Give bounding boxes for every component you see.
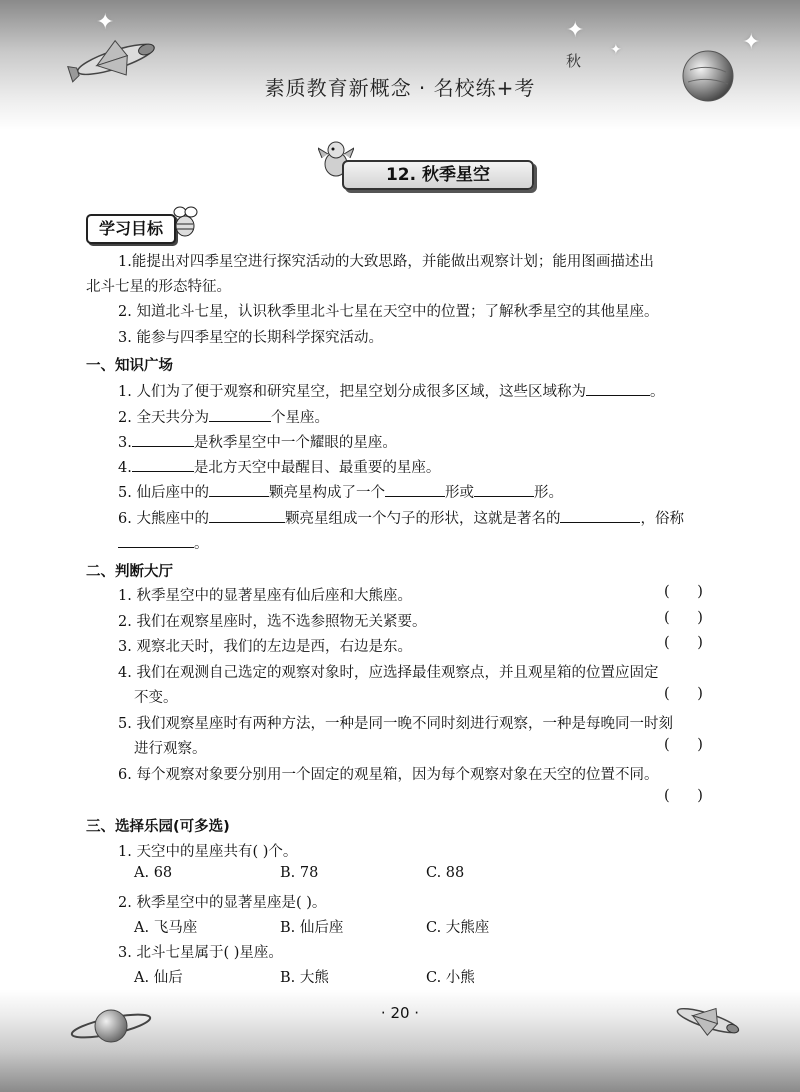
answer-paren[interactable]: ( ) — [664, 584, 703, 600]
question-text: 是北方天空中最醒目、最重要的星座。 — [193, 460, 441, 476]
choice-option[interactable]: A. 飞马座 — [134, 920, 198, 936]
question-text: 个星座。 — [270, 410, 329, 426]
header-title: 素质教育新概念 · 名校练+考 — [264, 76, 536, 100]
saturn-icon — [66, 1000, 156, 1050]
choice-question: 1. 天空中的星座共有( )个。 — [118, 844, 298, 860]
question-text: 1. 人们为了便于观察和研究星空，把星空划分成很多区域，这些区域称为 — [118, 384, 586, 400]
answer-blank[interactable] — [385, 482, 445, 497]
choice-option[interactable]: B. 仙后座 — [280, 920, 344, 936]
space-shuttle-icon — [668, 996, 744, 1044]
question-text: 3. — [118, 435, 132, 451]
goal-line: 北斗七星的形态特征。 — [86, 279, 231, 295]
fill-question — [118, 507, 684, 528]
choice-question: 2. 秋季星空中的显著星座是( )。 — [118, 895, 327, 911]
question-text: 。 — [194, 536, 209, 552]
goal-line: 2. 知道北斗七星，认识秋季里北斗七星在天空中的位置；了解秋季星空的其他星座。 — [118, 304, 659, 320]
question-text: 。 — [649, 384, 665, 400]
judge-question: 3. 观察北天时，我们的左边是西，右边是东。 — [118, 639, 412, 655]
question-text: 是秋季星空中一个耀眼的星座。 — [193, 435, 397, 451]
question-text: 5. 仙后座中的 — [118, 485, 209, 501]
judge-question: 2. 我们在观察星座时，选不选参照物无关紧要。 — [118, 614, 427, 630]
question-text: 2. 全天共分为 — [118, 410, 209, 426]
fill-question — [118, 380, 664, 401]
fill-question-cont — [118, 532, 209, 553]
answer-blank[interactable] — [209, 508, 285, 523]
answer-blank[interactable] — [132, 457, 194, 472]
choice-option[interactable]: C. 88 — [426, 865, 465, 881]
judge-question: 4. 我们在观测自己选定的观察对象时，应选择最佳观察点，并且观星箱的位置应固定 — [118, 665, 659, 681]
fill-question — [118, 456, 440, 477]
chapter-title: 12. 秋季星空 — [342, 160, 534, 190]
answer-paren[interactable]: ( ) — [664, 788, 703, 804]
choice-option[interactable]: A. 68 — [134, 865, 173, 881]
star-icon: ✦ — [610, 42, 622, 58]
star-icon: ✦ — [96, 10, 115, 35]
answer-paren[interactable]: ( ) — [664, 686, 703, 702]
page-number: · 20 · — [380, 1004, 420, 1022]
answer-blank[interactable] — [132, 432, 194, 447]
goal-line: 3. 能参与四季星空的长期科学探究活动。 — [118, 330, 383, 346]
section-heading: 二、判断大厅 — [86, 564, 173, 580]
choice-option[interactable]: B. 大熊 — [280, 970, 329, 986]
choice-option[interactable]: C. 大熊座 — [426, 920, 490, 936]
answer-blank[interactable] — [209, 407, 271, 422]
choice-question: 3. 北斗七星属于( )星座。 — [118, 945, 283, 961]
choice-option[interactable]: B. 78 — [280, 865, 319, 881]
judge-question: 6. 每个观察对象要分别用一个固定的观星箱，因为每个观察对象在天空的位置不同。 — [118, 767, 659, 783]
star-icon: ✦ — [742, 30, 761, 55]
choice-option[interactable]: A. 仙后 — [134, 970, 183, 986]
section-heading: 一、知识广场 — [86, 358, 173, 374]
question-text: 颗亮星构成了一个 — [268, 485, 385, 501]
section-heading: 三、选择乐园(可多选) — [86, 819, 230, 835]
star-icon: ✦ — [566, 18, 585, 43]
season-tag: 秋 — [566, 52, 582, 70]
bee-mascot-icon — [170, 204, 200, 240]
choice-option[interactable]: C. 小熊 — [426, 970, 475, 986]
question-text: 颗亮星组成一个勺子的形状，这就是著名的 — [284, 511, 561, 527]
answer-blank[interactable] — [586, 381, 650, 396]
question-text: 4. — [118, 460, 132, 476]
judge-question-cont: 不变。 — [134, 690, 178, 706]
answer-paren[interactable]: ( ) — [664, 635, 703, 651]
question-text: 6. 大熊座中的 — [118, 511, 209, 527]
judge-question: 1. 秋季星空中的显著星座有仙后座和大熊座。 — [118, 588, 412, 604]
answer-blank[interactable] — [118, 533, 194, 548]
learning-goals-label: 学习目标 — [86, 214, 176, 244]
fill-question — [118, 406, 329, 427]
answer-paren[interactable]: ( ) — [664, 737, 703, 753]
goal-line: 1.能提出对四季星空进行探究活动的大致思路，并能做出观察计划；能用图画描述出 — [118, 254, 654, 270]
question-text: 形。 — [533, 485, 563, 501]
judge-question-cont: 进行观察。 — [134, 741, 207, 757]
judge-question: 5. 我们观察星座时有两种方法，一种是同一晚不同时刻进行观察，一种是每晚同一时刻 — [118, 716, 673, 732]
answer-blank[interactable] — [474, 482, 534, 497]
answer-paren[interactable]: ( ) — [664, 610, 703, 626]
answer-blank[interactable] — [209, 482, 269, 497]
question-text: ，俗称 — [640, 511, 684, 527]
question-text: 形或 — [444, 485, 474, 501]
fill-question — [118, 481, 563, 502]
fill-question — [118, 431, 397, 452]
answer-blank[interactable] — [560, 508, 640, 523]
